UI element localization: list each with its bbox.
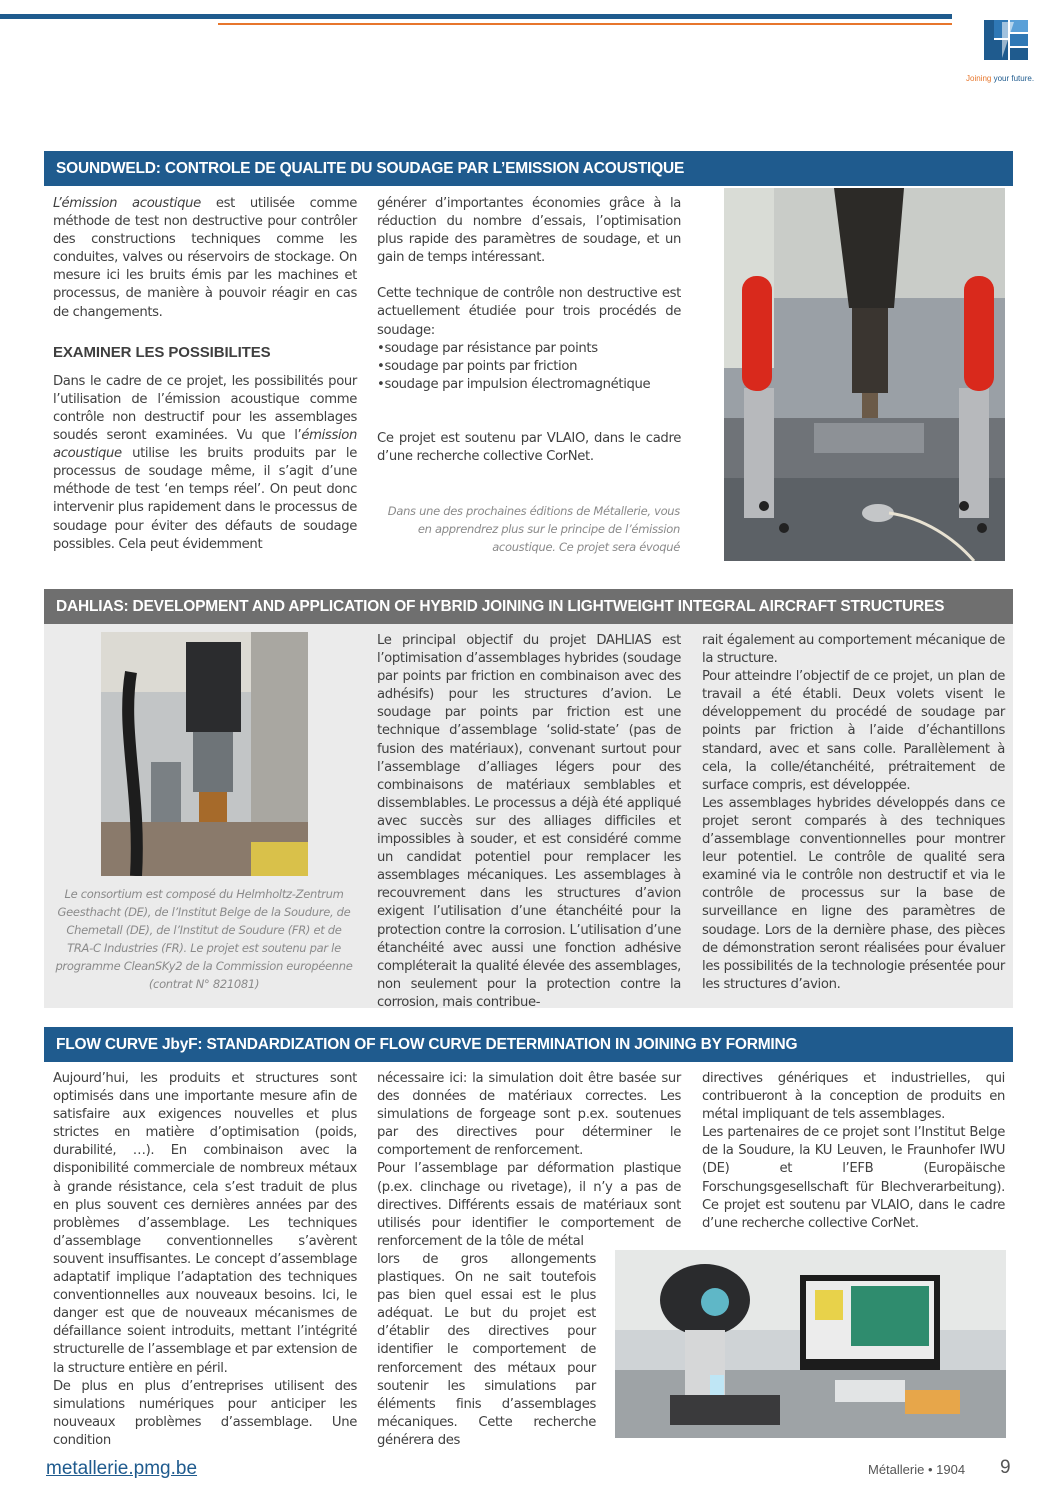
header-rule-orange — [218, 23, 952, 25]
flowcurve-col-1 — [53, 1070, 357, 1450]
soundweld-intro: L’émission acoustique est utilisée comme méthode de test non destructive pour contrôler des constructions techniques comme les conduites, valves ou réservoirs de stockage. On mesure ici les bruits émis par les machines et processus, de manière à pouvoir réagir en cas de changements. — [53, 196, 357, 320]
flowcurve-col-2b — [377, 1251, 596, 1450]
footer-website-link[interactable]: metallerie.pmg.be — [46, 1458, 198, 1479]
flowcurve-body-6: directives génériques et industrielles, qui contribueront à la conception de produits en métal impliquant de tels assemblages. — [702, 1071, 1005, 1123]
dahlias-title: DAHLIAS: DEVELOPMENT AND APPLICATION OF HYBRID JOINING IN LIGHTWEIGHT INTEGRAL AIRCRAFT STRUCTURES — [44, 589, 1013, 624]
dahlias-caption: Le consortium est composé du Helmholtz-Zentrum Geesthacht (DE), de l’Institut Belge de la Soudure, de Chemetall (DE), de l’Institut de Soudure (FR) et de TRA-C Industries (FR). Le projet est soutenu par le programme CleanSKy2 de la Commission européenne (contrat N° 821081) — [55, 887, 353, 991]
header-rule-blue — [0, 14, 952, 19]
flowcurve-body-2: De plus en plus d’entreprises utilisent des simulations numériques pour anticiper les nouveaux problèmes d’assemblage. Une condition — [53, 1378, 357, 1448]
soundweld-caption: Dans une des prochaines éditions de Métallerie, vous en apprendrez plus sur le principe de l’émission acoustique. Ce projet sera évoqué — [387, 504, 680, 554]
soundweld-bullet: • soudage par points par friction — [377, 358, 681, 376]
soundweld-body: Dans le cadre de ce projet, les possibilités pour l’utilisation de l’émission acoustique comme contrôle non destructif pour les assemblages soudés seront examinées. Vu que l’émission acoustique utilise les bruits produits par le processus de soudage même, il s’agit d’une méthode de test ‘en temps réel’. On peut donc intervenir plus rapidement dans le processus de soudage pour éviter des défauts de soudage possibles. Cela peut évidemment — [53, 373, 357, 552]
soundweld-bullet: • soudage par résistance par points — [377, 340, 681, 358]
dahlias-body-1: Le principal objectif du projet DAHLIAS est l’optimisation d’assemblages hybrides (soudage par points par friction en combinaison avec des adhésifs) pour les structures d’avion. Le soudage par points par friction est une technique d’assemblage ‘solid-state’ (pas de fusion des matériaux), convenant surtout pour l’assemblage d’alliages légers pour des combinaisons de matériaux semblables et dissemblables. Le processus a déjà été appliqué avec succès sur des alliages difficiles et impossibles à souder, et est considéré comme un candidat potentiel pour remplacer les assemblages mécaniques. Les assemblages à recouvrement dans les structures d’avion exigent l’utilisation d’une étanchéité pour la protection contre la corrosion. L’utilisation d’une étanchéité avec aussi une fonction adhésive compléterait la qualité élevée des assemblages, non seulement pour la protection contre la corrosion, mais contribue- — [377, 633, 681, 1010]
flowcurve-body-5: lors de gros allongements plastiques. On ne sait toutefois pas bien quel essai est le plus adéquat. Le but du projet est d’établir des directives pour identifier le comportement de renforcement des métaux pour soutenir les simulations par éléments finis d’assemblages mécaniques. Cette recherche générera des — [377, 1252, 596, 1448]
footer-magazine-issue: Métallerie • 1904 — [868, 1462, 966, 1477]
flowcurve-body-7: Les partenaires de ce projet sont l’Institut Belge de la Soudure, la KU Leuven, le Fraunhofer IWU (DE) et l’EFB (Europäische Forschungsgesellschaft für Blechverarbeitung). Ce projet est soutenu par VLAIO, dans le cadre d’une recherche collective CorNet. — [702, 1125, 1005, 1231]
dahlias-body-2: rait également au comportement mécanique de la structure. — [702, 633, 1005, 667]
dahlias-body-4: Les assemblages hybrides développés dans ce projet seront comparés à des techniques d’assemblage conventionnelles pour montrer leur potentiel. Le contrôle de qualité sera examiné via le contrôle non destructif et via le contrôle de processus sur la base de surveillance en ligne des paramètres de soudage. Lors de la dernière phase, des pièces de démonstration seront réalisées pour évaluer les possibilités de la technologie présentée pour les structures d’avion. — [702, 795, 1005, 992]
flowcurve-body-4: Pour l’assemblage par déformation plastique (p.ex. clinchage ou rivetage), il n’y a pas de directives. Différents essais de matériaux sont utilisés pour identifier le comportement de renforcement de la tôle de métal — [377, 1161, 681, 1249]
flowcurve-col-3 — [702, 1070, 1005, 1233]
soundweld-bullet-list — [377, 340, 681, 394]
soundweld-title: SOUNDWELD: CONTROLE DE QUALITE DU SOUDAGE PAR L’EMISSION ACOUSTIQUE — [44, 151, 1013, 186]
flowcurve-col-2a — [377, 1070, 681, 1251]
flowcurve-photo — [615, 1250, 1006, 1438]
page-number: 9 — [1000, 1457, 1011, 1478]
bs-logo — [966, 18, 1046, 88]
soundweld-subheading: EXAMINER LES POSSIBILITES — [53, 343, 271, 361]
dahlias-photo — [101, 632, 308, 876]
dahlias-photo-art — [101, 632, 308, 876]
soundweld-bullet: • soudage par impulsion électromagnétique — [377, 376, 681, 394]
flowcurve-photo-art — [615, 1250, 1006, 1438]
dahlias-col-2 — [377, 632, 681, 1012]
flowcurve-body-3: nécessaire ici: la simulation doit être basée sur des données de matériaux correctes. Les simulations de forgeage sont p.ex. soutenues par des directives pour déterminer le comportement de renforcement. — [377, 1071, 681, 1159]
soundweld-p4: Cette technique de contrôle non destructive est actuellement étudiée pour trois procédés de soudage: — [377, 286, 681, 338]
soundweld-p5: Ce projet est soutenu par VLAIO, dans le cadre d’une recherche collective CorNet. — [377, 430, 681, 465]
soundweld-photo — [724, 188, 1005, 561]
soundweld-photo-art — [724, 188, 1005, 561]
soundweld-col-2 — [377, 195, 681, 466]
dahlias-col-3 — [702, 632, 1005, 994]
flowcurve-title: FLOW CURVE JbyF: STANDARDIZATION OF FLOW CURVE DETERMINATION IN JOINING BY FORMING — [44, 1027, 1013, 1062]
flowcurve-body-1: Aujourd’hui, les produits et structures sont optimisés dans une importante mesure afin de satisfaire aux exigences nouvelles et plus strictes en matière d’optimisation (poids, durabilité, …). En combinaison avec la disponibilité commerciale de nombreux métaux à grande résistance, cela s’est traduit de plus en plus souvent ces dernières années par des problèmes d’assemblage. Les techniques d’assemblage conventionnelles s’avèrent souvent insuffisantes. Le concept d’assemblage adaptatif implique l’adaptation des techniques conventionnelles aux nouveaux besoins. Ici, le danger est que de nouveaux mécanismes de défaillance soient introduits, mettant l’intégrité structurelle de l’assemblage et par extension de la structure entière en péril. — [53, 1071, 357, 1376]
bs-logo-subtext: research — [994, 62, 1014, 68]
soundweld-p3: générer d’importantes économies grâce à la réduction du nombre d’essais, l’optimisation plus rapide des paramètres de soudage, et un gain de temps intéressant. — [377, 196, 681, 266]
soundweld-col-1 — [53, 195, 357, 554]
bs-tagline: Joining your future. — [966, 74, 1035, 83]
dahlias-body-3: Pour atteindre l’objectif de ce projet, un plan de travail a été établi. Deux volets visent le développement du procédé de soudage par points par friction à l’aide d’échantillons standard, avec et sans colle. Parallèlement à cela, la colle/étanchéité, prétraitement de surface compris, est développée. — [702, 669, 1005, 793]
